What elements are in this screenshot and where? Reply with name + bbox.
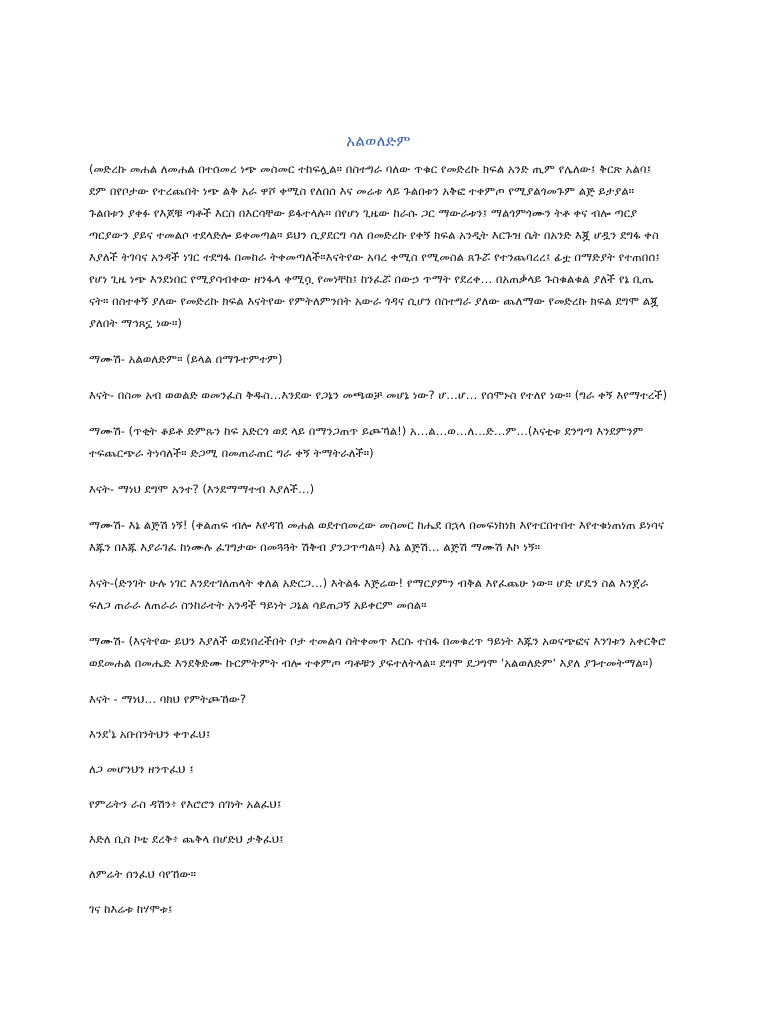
dialogue-line: እናት- ማነህ ደግሞ አንተ? (እንደማማተብ እያለች…): [89, 482, 315, 496]
dialogue-line: እናት-(ድንገት ሁሉ ነገር እንደተገለጠላት ቀለል አድርጋ…) እትልፋ እጅሬው! የማርያምን ብቅል እየፈጨሁ ነው። ሆድ ሆዴን ስል እንጀራ ፍለጋ ጠራራ ለጠራራ ስንከራተት አንዳች ዓይነት ጋኔል ሳይጠጋኝ አይቀርም መሰል።: [89, 576, 649, 612]
dialogue-line: ማሙሽ- አልወለድም። (ይላል በማጉተምተም): [89, 352, 283, 366]
document-title: አልወለድም: [346, 132, 411, 150]
dialogue-line: እናት- በስመ አብ ወወልድ ወመንፈስ ቅዱስ…እንደው የጋኔን መጫወቻ መሆኔ ነው? ሆ…ሆ… የሰሞኑስ የተለየ ነው። (ግራ ቀኝ እየማተረች): [89, 388, 668, 402]
verse-line: ለጋ መሆንህን ዘንጥፈህ ፤: [89, 762, 194, 776]
verse-line: ለምሬት ሰንፈህ ባየኸው።: [89, 867, 197, 881]
verse-line: እንደ'ኔ አቡበንትህን ቀጥፈህ፤: [89, 727, 211, 741]
dialogue-line: ማሙሽ- እኔ ልጅሽ ነኝ! (ቀልጠፍ ብሎ እየዳኸ መሐል ወደተሰመረው መስመር ከሔደ በኋላ በመፍነክነክ እየተርበተበተ እየተቁነጠነጠ ይነሳና እጁን በእጁ እያራገፈ ከነሙሉ ፈገግታው በመጓጓት ሽቅብ ያንጋጥጣል።) እኔ ልጅሽ… ልጅሽ ማሙሽ እኮ ነኝ።: [89, 518, 664, 554]
verse-line: የምሬትን ራስ ዳሽን፥ የእሮሮን ሰገነት አልፈህ፤: [89, 797, 282, 811]
dialogue-line: ማሙሽ- (ጥቂት ቆይቶ ድምጹን ከፍ አድርጎ ወደ ላይ በማንጋጠጥ ይጮኻል!) አ…ል…ወ…ለ…ድ…ም…(እናቲቱ ደንግጣ እንደምንም ተፍጨርጭራ ትነሳለች። ድጋሚ በመጠራጠር ግራ ቀኝ ትማትራለች።): [89, 424, 644, 460]
verse-line: ገና ከእሬቱ ከሃሞቱ፤: [89, 902, 173, 916]
stage-direction-intro: (መድረኩ መሐል ለመሐል በተሰመረ ነጭ መስመር ተከፍሏል። በስተግራ ባለው ጥቁር የመድረኩ ክፍል አንድ ጢም የሌለው፤ ቅርጽ አልባ፤ ደም በየቦታው የተረጨበት ነጭ ልቅ አራ ዋሾ ቀሚስ የለበሰ እና መሬቱ ላይ ጉልበቱን አቅፎ ተቀምጦ የሚያልጎመጉም ልጅ ይታያል። ጉልበቱን ያቀፉ የእጆቹ ጣቶች እርስ በእርሳቸው ይፋተላሉ። በየሆነ ጊዜው ከራሱ ጋር ማውራቱን፤ ማልጎምጎሙን ትቶ ቀና ብሎ ጣርያ ጣርያውን ያይና ተመልሶ ተደላድሎ ይቀመጣል። ይህን ሲያደርግ ሳለ በመድረኩ የቀኝ ክፍል አንዲት እርጉዝ ሴት በአንድ እጇ ሆዷን ደግፋ ቀስ እያለች ትገባና አንዳች ነገር ተደግፋ በመከራ ትቀመጣለች።እናትየው አባረ ቀሚስ የሚመስል ጸጉሯ የተንጨባረረ፤ ፊቷ በማድያት የተጠበሰ፤ የሆነ ጊዜ ነጭ እንደነበር የሚያሳብቀው ዘንፋላ ቀሚሷ የመነቸከ፤ ከንፈሯ በውኃ ጥማት የደረቀ… በአጠቃላይ ጉስቁልቁል ያለች የኔ ቢጤ ናት። በስተቀኝ ያለው የመድረኩ ክፍል እናትየው የምትለምንበት አውራ ጎዳና ሲሆን በስተግራ ያለው ጨለማው የመድረኩ ክፍል ደግሞ ልጇ ያለበት ማኅጸኗ ነው።): [89, 162, 660, 330]
verse-line: እድለ ቢስ ኮቴ ደረቅ፥ ጨቅላ በሆድህ ታቅፈህ፤: [89, 832, 284, 846]
dialogue-line: ማሙሽ- (እናትየው ይህን እያለች ወደነበረችበት ቦታ ተመልሳ ስትቀመጥ እርሱ ተስፋ በመቁረጥ ዓይነት እጁን አወናጭፎና እንገቱን አቀርቅሮ ወደመሐል በመሔድ እንደቅድሙ ኩርምትምት ብሎ ተቀምጦ ጣቶቹን ያፍተለትላል። ደግሞ ደጋግሞ 'አልወለድም' እያለ ያጉተመትማል።): [89, 634, 666, 670]
dialogue-line: እናት - ማነህ… ባክህ የምትጮኸው?: [89, 692, 247, 706]
